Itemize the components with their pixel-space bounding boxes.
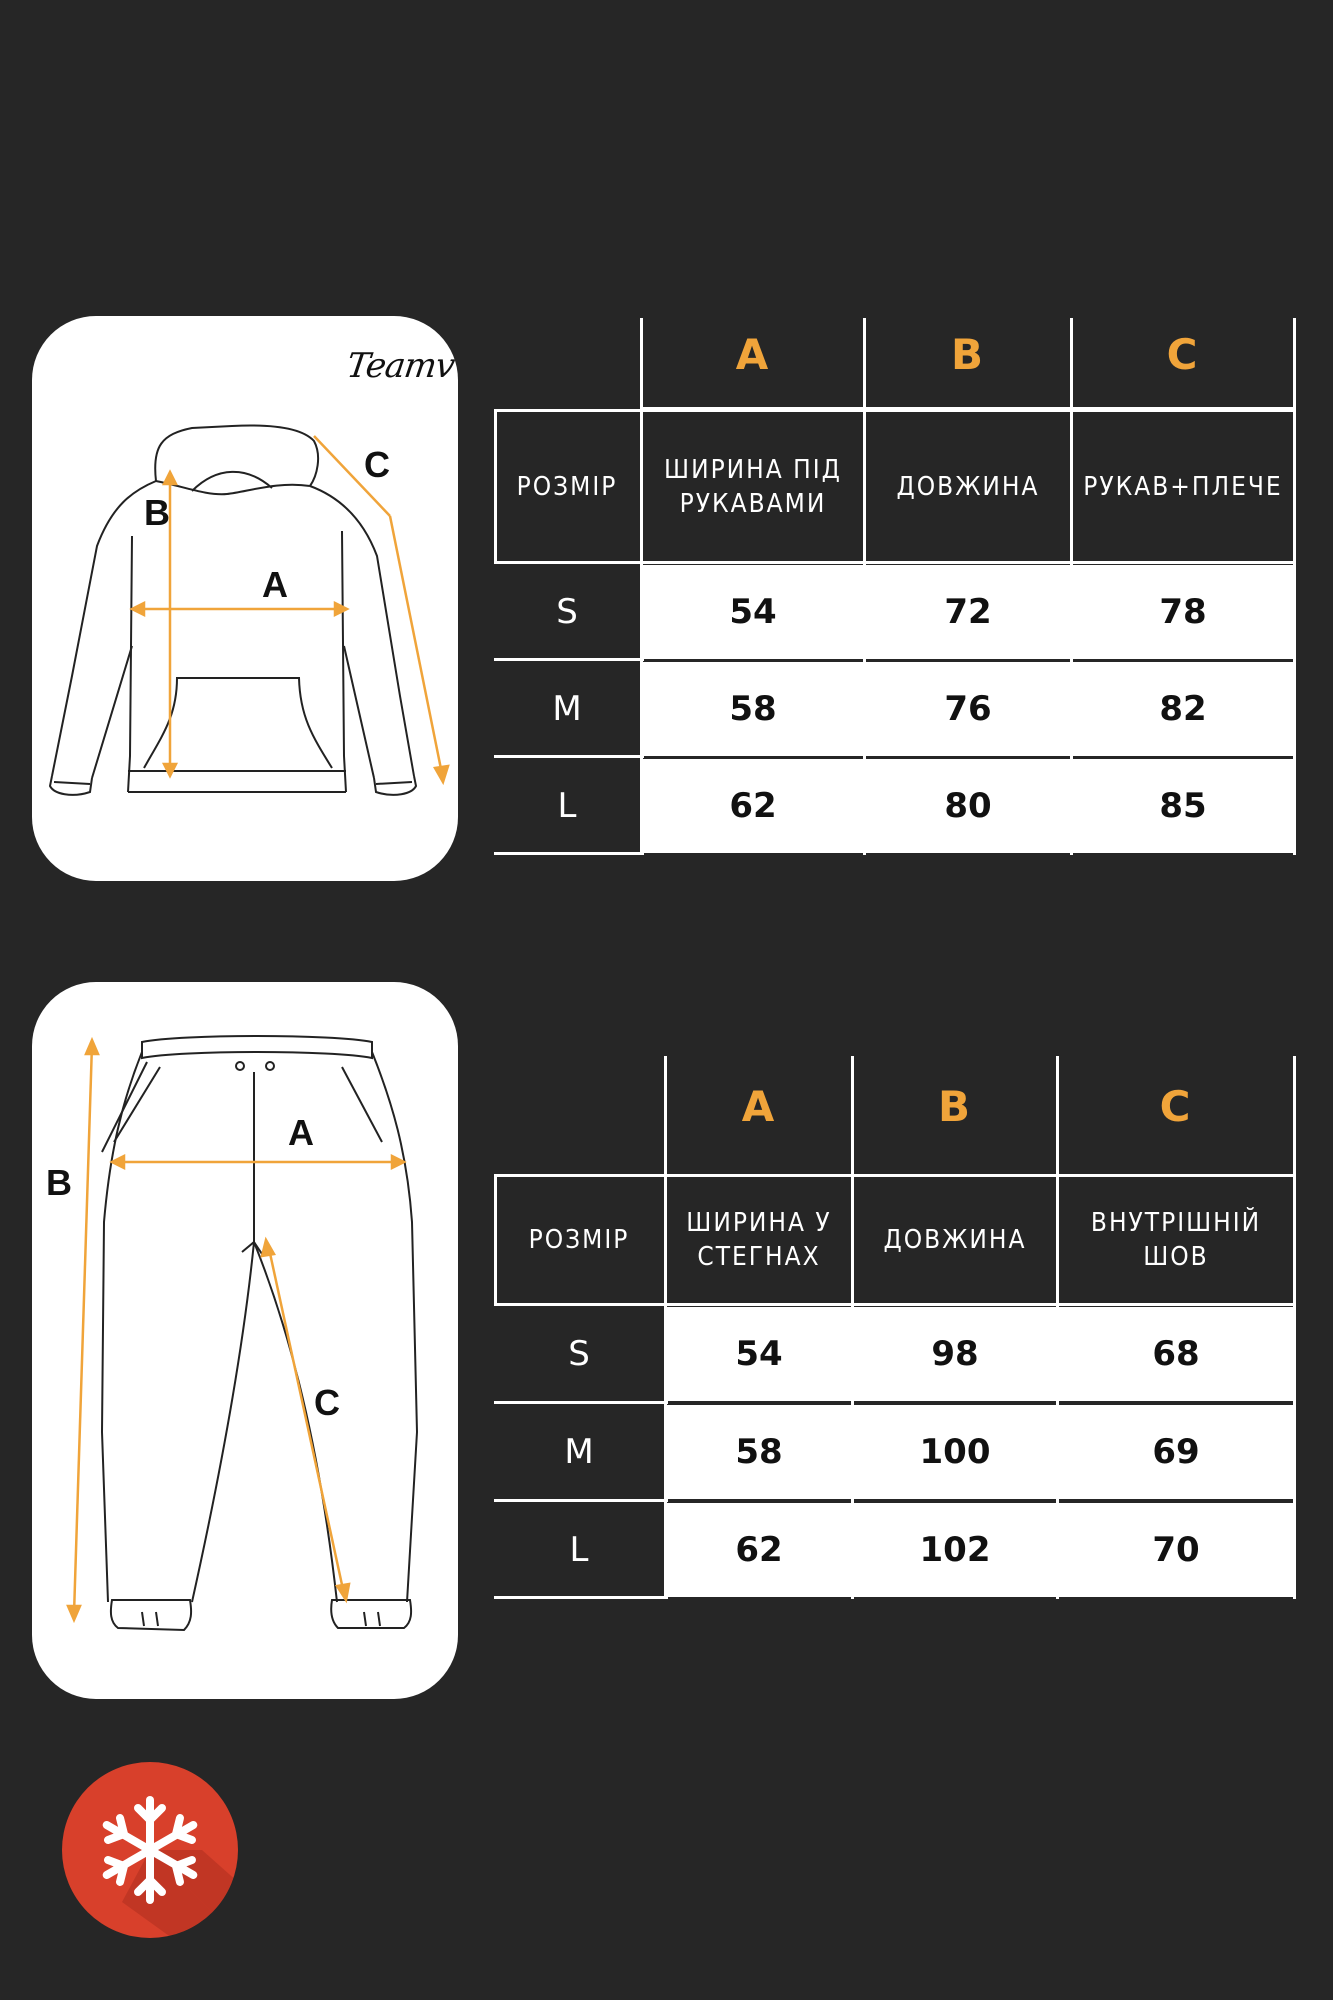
value-cell: 54 <box>667 1307 851 1401</box>
pants-diagram-card <box>32 982 458 1699</box>
header-hip-width: ШИРИНА У СТЕГНАХ <box>686 1208 832 1272</box>
value-cell: 78 <box>1073 565 1293 659</box>
header-sleeve-shoulder: РУКАВ+ПЛЕЧЕ <box>1083 472 1283 502</box>
winter-badge <box>62 1762 238 1938</box>
dimension-label-b: B <box>46 1162 72 1203</box>
value-cell: 68 <box>1059 1307 1293 1401</box>
dimension-label-a: A <box>288 1112 314 1153</box>
brand-logo: Teamv <box>344 346 457 386</box>
value-cell: 58 <box>667 1405 851 1499</box>
value-cell: 70 <box>1059 1503 1293 1597</box>
table-divider <box>640 318 643 855</box>
table-divider <box>1293 1056 1296 1599</box>
size-l: L <box>569 1530 589 1570</box>
value-cell: 82 <box>1073 662 1293 756</box>
value-cell: 76 <box>866 662 1070 756</box>
table-divider <box>863 318 866 855</box>
table-divider <box>1056 1056 1059 1599</box>
size-l: L <box>557 786 577 826</box>
size-s: S <box>556 592 578 632</box>
size-header: РОЗМІР <box>516 472 618 502</box>
column-letter-b: B <box>950 330 985 379</box>
table-divider <box>1293 318 1296 855</box>
table-divider <box>494 561 1296 564</box>
hoodie-outline <box>32 316 458 881</box>
value-cell: 85 <box>1073 759 1293 853</box>
column-letter-c: C <box>1159 1082 1193 1131</box>
value-cell: 100 <box>854 1405 1056 1499</box>
table-divider <box>494 658 644 661</box>
header-length: ДОВЖИНА <box>896 472 1040 502</box>
table-divider <box>494 409 1296 412</box>
table-divider <box>494 755 644 758</box>
size-m: M <box>564 1432 594 1472</box>
table-divider <box>494 852 644 855</box>
column-letter-c: C <box>1166 330 1200 379</box>
size-s: S <box>568 1334 590 1374</box>
dimension-label-b: B <box>144 492 170 533</box>
dimension-label-c: C <box>314 1382 340 1423</box>
value-cell: 54 <box>643 565 863 659</box>
header-width-under-sleeves: ШИРИНА ПІД РУКАВАМИ <box>664 455 842 519</box>
value-cell: 62 <box>667 1503 851 1597</box>
value-cell: 72 <box>866 565 1070 659</box>
table-divider <box>1070 318 1073 855</box>
header-length: ДОВЖИНА <box>883 1225 1027 1255</box>
table-divider <box>494 1499 668 1502</box>
table-divider <box>851 1056 854 1599</box>
table-divider <box>494 1303 1296 1306</box>
column-letter-a: A <box>735 330 771 379</box>
value-cell: 102 <box>854 1503 1056 1597</box>
snowflake-icon <box>62 1762 238 1938</box>
value-cell: 98 <box>854 1307 1056 1401</box>
dimension-label-a: A <box>262 564 288 605</box>
table-divider <box>494 1401 668 1404</box>
size-m: M <box>552 689 582 729</box>
column-letter-b: B <box>937 1082 972 1131</box>
value-cell: 62 <box>643 759 863 853</box>
table-divider <box>494 410 497 564</box>
hoodie-diagram-card <box>32 316 458 881</box>
table-divider <box>494 1175 497 1305</box>
table-divider <box>494 1596 668 1599</box>
value-cell: 58 <box>643 662 863 756</box>
value-cell: 69 <box>1059 1405 1293 1499</box>
pants-outline <box>32 982 458 1699</box>
size-header: РОЗМІР <box>528 1225 630 1255</box>
dimension-label-c: C <box>364 444 390 485</box>
column-letter-a: A <box>741 1082 777 1131</box>
value-cell: 80 <box>866 759 1070 853</box>
header-inseam: ВНУТРІШНІЙ ШОВ <box>1090 1208 1262 1272</box>
table-divider <box>494 1174 1296 1177</box>
table-divider <box>664 1056 667 1599</box>
